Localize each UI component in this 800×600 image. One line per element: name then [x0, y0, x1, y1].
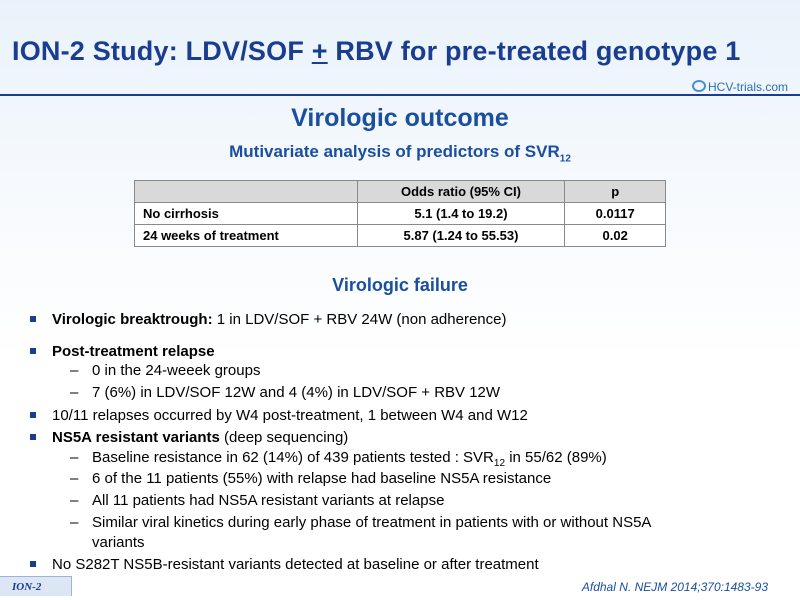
sub-bullet-text: 0 in the 24-weeek groups: [92, 362, 261, 379]
table-cell: No cirrhosis: [135, 203, 358, 225]
table-header-cell: [135, 181, 358, 203]
multivariate-subheading: [0, 142, 800, 164]
slide-title: [12, 36, 740, 67]
footer-tag: ION-2: [0, 576, 72, 596]
citation: Afdhal N. NEJM 2014;370:1483-93: [581, 580, 768, 594]
table-cell: 0.02: [565, 225, 666, 247]
table-row: [135, 203, 666, 225]
dash-marker: –: [70, 384, 79, 401]
bullet-bold-text: NS5A resistant variants: [52, 429, 220, 446]
bullet-text: 1 in LDV/SOF + RBV 24W (non adherence): [212, 311, 507, 328]
logo-ring-icon: [692, 80, 706, 92]
dash-marker: –: [70, 492, 79, 509]
bullet-text: 10/11 relapses occurred by W4 post-treatment, 1 between W4 and W12: [52, 407, 528, 424]
subheading-text: Mutivariate analysis of predictors of SVR: [229, 142, 560, 161]
table-row: [135, 225, 666, 247]
dash-marker: –: [70, 362, 79, 379]
bullet-square-icon: [30, 348, 36, 354]
bullet-bold-text: Post-treatment relapse: [52, 343, 215, 360]
sub-bullet-text: 6 of the 11 patients (55%) with relapse had baseline NS5A resistance: [92, 470, 552, 487]
sub-bullet-text: variants: [92, 534, 145, 551]
table-cell: 0.0117: [565, 203, 666, 225]
bullet-bold-text: Virologic breaktrough:: [52, 311, 213, 328]
table-cell: 5.87 (1.24 to 55.53): [357, 225, 565, 247]
bullet-text: No S282T NS5B-resistant variants detected at baseline or after treatment: [52, 556, 539, 573]
sub-bullet-text: All 11 patients had NS5A resistant variants at relapse: [92, 492, 445, 509]
sub-bullet-text: 7 (6%) in LDV/SOF 12W and 4 (4%) in LDV/SOF + RBV 12W: [92, 384, 501, 401]
virologic-failure-heading: Virologic failure: [332, 275, 468, 295]
svr-subscript: 12: [493, 458, 506, 469]
dash-marker: –: [70, 470, 79, 487]
table-header-row: [135, 181, 666, 203]
virologic-outcome-heading: Virologic outcome: [291, 104, 509, 132]
dash-marker: –: [70, 514, 79, 531]
bullet-square-icon: [30, 412, 36, 418]
predictors-table: [134, 180, 666, 247]
subheading-subscript: 12: [559, 153, 571, 165]
table-header-cell: p: [565, 181, 666, 203]
bullet-square-icon: [30, 561, 36, 567]
hcv-trials-logo: [692, 80, 796, 94]
table-header-cell: Odds ratio (95% CI): [357, 181, 565, 203]
title-plus-underlined: +: [311, 36, 328, 66]
logo-text: HCV-trials.com: [708, 80, 789, 94]
table-cell: 24 weeks of treatment: [135, 225, 358, 247]
table-cell: 5.1 (1.4 to 19.2): [357, 203, 565, 225]
sub-bullet-text: Baseline resistance in 62 (14%) of 439 patients tested : SVR: [92, 449, 494, 466]
bullet-square-icon: [30, 316, 36, 322]
title-divider: [0, 94, 800, 96]
bullet-text: (deep sequencing): [219, 429, 349, 446]
dash-marker: –: [70, 449, 79, 466]
sub-bullet-text: Similar viral kinetics during early phase of treatment in patients with or without NS5A: [92, 514, 652, 531]
title-part-1: ION-2 Study: LDV/SOF: [12, 36, 312, 66]
title-part-2: RBV for pre-treated genotype 1: [327, 36, 741, 66]
bullet-square-icon: [30, 434, 36, 440]
sub-bullet-text: in 55/62 (89%): [505, 449, 607, 466]
